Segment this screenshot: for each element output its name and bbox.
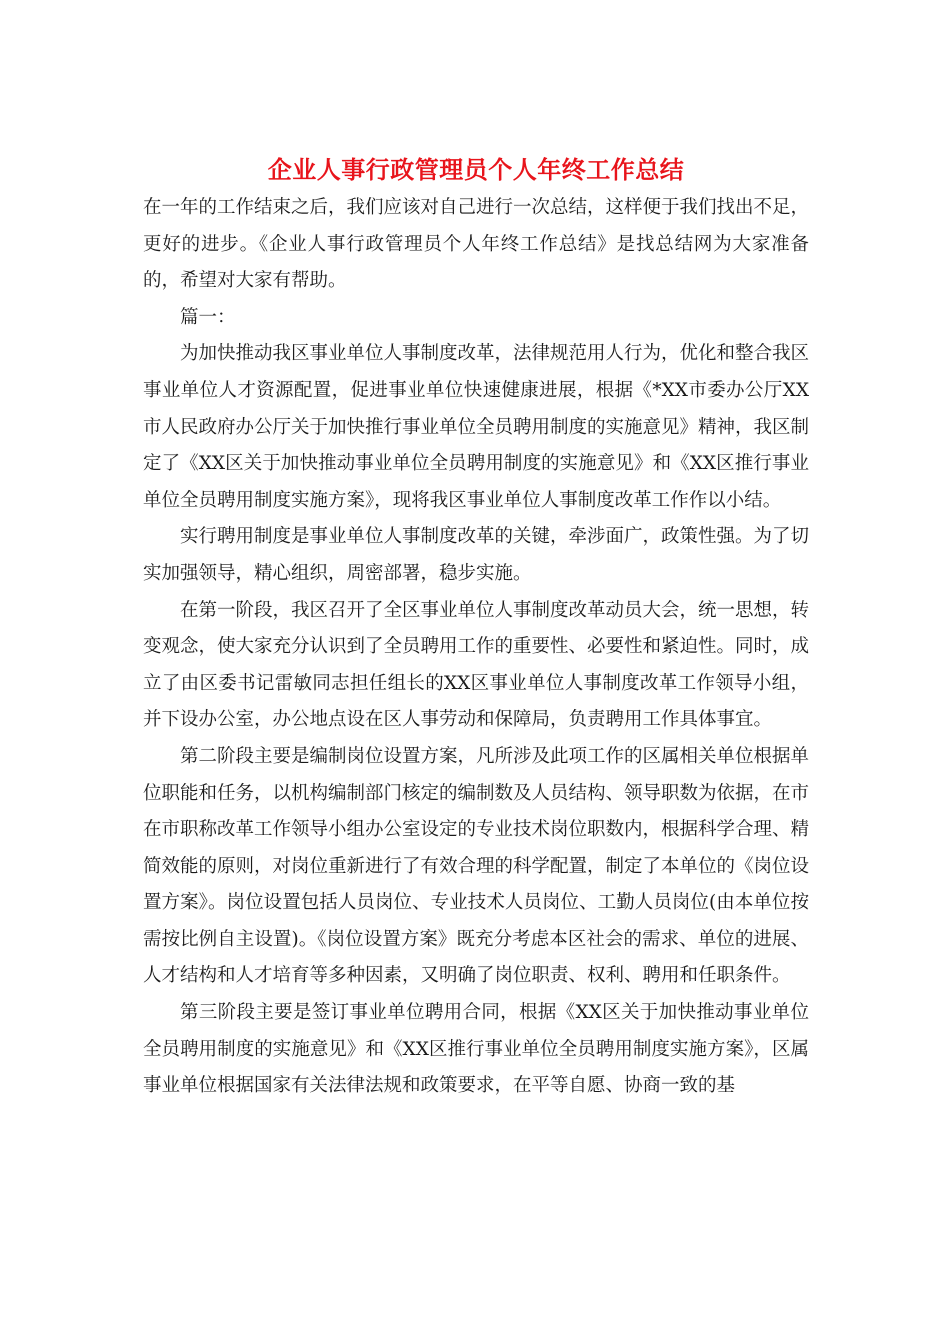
body-paragraph-5: 第三阶段主要是签订事业单位聘用合同，根据《XX区关于加快推动事业单位全员聘用制度的实施意见》和《XX区推行事业单位全员聘用制度实施方案》，区属事业单位根据国家有关法律法规和政策要求，在平等自愿、协商一致的基 — [143, 1002, 809, 1097]
body-paragraph-1: 为加快推动我区事业单位人事制度改革，法律规范用人行为，优化和整合我区事业单位人才资源配置，促进事业单位快速健康进展，根据《*XX市委办公厅XX市人民政府办公厅关于加快推行事业单位全员聘用制度的实施意见》精神，我区制定了《XX区关于加快推动事业单位全员聘用制度的实施意见》和《XX区推行事业单位全员聘用制度实施方案》，现将我区事业单位人事制度改革工作作以小结。 — [143, 343, 810, 511]
document-page — [143, 150, 809, 1105]
intro-paragraph: 在一年的工作结束之后，我们应该对自己进行一次总结，这样便于我们找出不足，更好的进步。《企业人事行政管理员个人年终工作总结》是找总结网为大家准备的，希望对大家有帮助。 — [143, 197, 810, 292]
body-paragraph-3: 在第一阶段，我区召开了全区事业单位人事制度改革动员大会，统一思想，转变观念，使大家充分认识到了全员聘用工作的重要性、必要性和紧迫性。同时，成立了由区委书记雷敏同志担任组长的XX区事业单位人事制度改革工作领导小组，并下设办公室，办公地点设在区人事劳动和保障局，负责聘用工作具体事宜。 — [143, 599, 810, 731]
body-paragraph-2: 实行聘用制度是事业单位人事制度改革的关键，牵涉面广，政策性强。为了切实加强领导，精心组织，周密部署，稳步实施。 — [143, 526, 810, 584]
document-title: 企业人事行政管理员个人年终工作总结 — [267, 155, 685, 184]
body-paragraph-4: 第二阶段主要是编制岗位设置方案，凡所涉及此项工作的区属相关单位根据单位职能和任务，以机构编制部门核定的编制数及人员结构、领导职数为依据，在市在市职称改革工作领导小组办公室设定的专业技术岗位职数内，根据科学合理、精简效能的原则，对岗位重新进行了有效合理的科学配置，制定了本单位的《岗位设置方案》。岗位设置包括人员岗位、专业技术人员岗位、工勤人员岗位(由本单位按需按比例自主设置)。《岗位设置方案》既充分考虑本区社会的需求、单位的进展、人才结构和人才培育等多种因素，又明确了岗位职责、权利、聘用和任职条件。 — [143, 745, 810, 987]
section-label: 篇一： — [180, 306, 236, 328]
